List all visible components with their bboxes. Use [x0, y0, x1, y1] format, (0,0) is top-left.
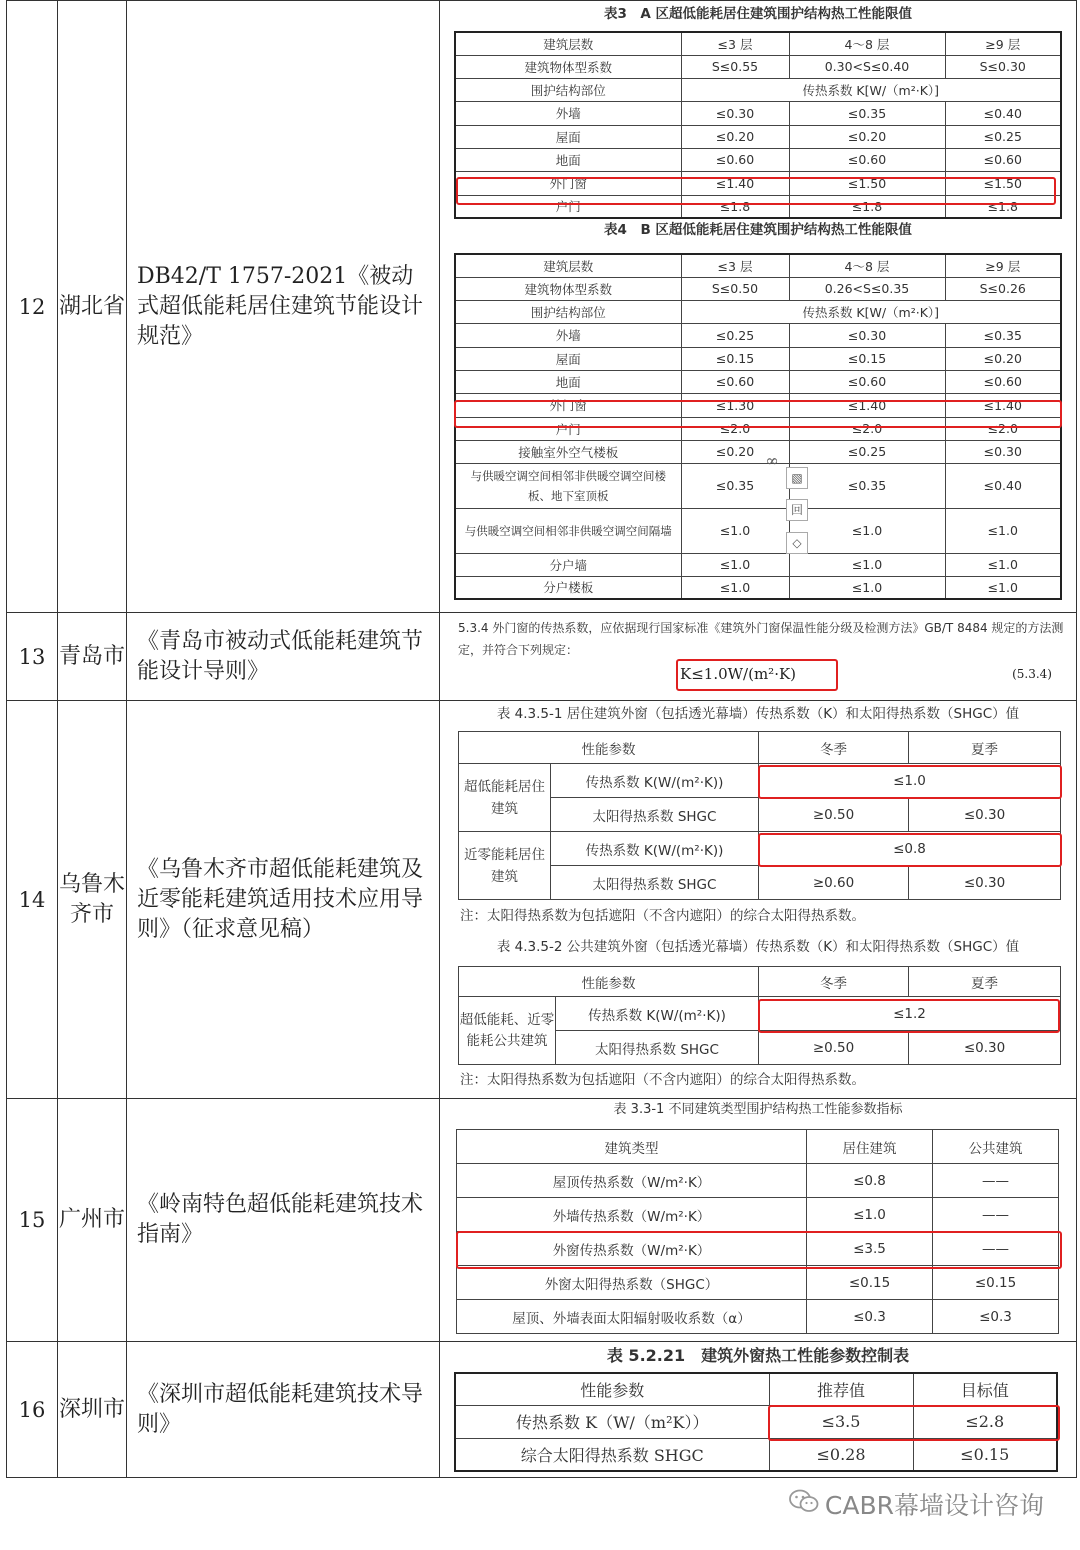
province-cell: 广州市: [58, 1099, 127, 1342]
table-cell: 外窗传热系数（W/m²·K）: [457, 1232, 807, 1266]
window-table-public: [458, 966, 1061, 1065]
table-cell: 屋顶、外墙表面太阳辐射吸收系数（α）: [457, 1300, 807, 1334]
table-cell: ≤0.20: [945, 347, 1061, 370]
table-cell: ≤0.20: [681, 440, 789, 463]
table-caption: 表 3.3-1 不同建筑类型围护结构热工性能参数指标: [613, 1102, 903, 1117]
table-cell: ≤1.40: [789, 393, 945, 417]
table-cell: ≤2.0: [789, 417, 945, 440]
table-cell: ≤1.2: [759, 997, 1061, 1031]
table-cell: 外门窗: [455, 171, 681, 195]
table-cell: 接触室外空气楼板: [455, 440, 681, 463]
table-cell: 分户楼板: [455, 576, 681, 599]
table-cell: 太阳得热系数 SHGC: [556, 1031, 759, 1065]
window-control-table: [454, 1372, 1058, 1472]
table-cell: ≤1.8: [789, 195, 945, 218]
table-cell: S≤0.26: [945, 277, 1061, 300]
province-cell: 乌鲁木齐市: [58, 701, 127, 1099]
table-note: 注：太阳得热系数为包括遮阳（不含内遮阳）的综合太阳得热系数。: [460, 1072, 865, 1088]
table-cell: ≥0.60: [759, 866, 909, 900]
footer-watermark: [789, 1486, 1044, 1522]
table-caption: 表 4.3.5-2 公共建筑外窗（包括透光幕墙）传热系数（K）和太阳得热系数（SHGC）值: [496, 939, 1020, 955]
table-cell: 传热系数 K（W/（m²K））: [455, 1405, 769, 1438]
document-title: 《深圳市超低能耗建筑技术导则》: [127, 1342, 440, 1478]
header-cell: 夏季: [909, 967, 1061, 997]
table-cell: 屋顶传热系数（W/m²·K）: [457, 1164, 807, 1198]
table-cell: 户门: [455, 195, 681, 218]
table-cell: 围护结构部位: [455, 78, 681, 101]
table-cell: ≤1.50: [789, 171, 945, 195]
table-cell: ≤0.35: [789, 101, 945, 125]
standard-excerpt: [440, 701, 1077, 1099]
table-cell: ≤0.30: [789, 323, 945, 347]
table-cell: 与供暖空调空间相邻非供暖空调空间楼板、地下室顶板: [455, 463, 681, 508]
table-cell: 综合太阳得热系数 SHGC: [455, 1438, 769, 1471]
table-cell: ≥0.50: [759, 1031, 909, 1065]
table-cell: 建筑物体型系数: [455, 277, 681, 300]
header-cell: 目标值: [913, 1373, 1057, 1405]
table-cell: ≤0.30: [909, 798, 1061, 832]
table-cell: ——: [933, 1164, 1059, 1198]
table-cell: ≤0.30: [909, 1031, 1061, 1065]
table-cell: 近零能耗居住建筑: [459, 832, 551, 900]
eraser-icon[interactable]: ◇: [786, 532, 808, 554]
standard-excerpt: [440, 1099, 1077, 1342]
table-cell: ≤1.50: [945, 171, 1061, 195]
table-cell: 传热系数 K[W/（m²·K）]: [681, 300, 1061, 323]
standard-excerpt: [440, 1, 1077, 613]
table-cell: ≤2.8: [913, 1405, 1057, 1438]
table-row: [7, 1342, 1077, 1478]
table-cell: ≤0.35: [681, 463, 789, 508]
table-cell: ≤0.30: [681, 101, 789, 125]
table-cell: ≤2.0: [681, 417, 789, 440]
table-cell: ≤0.8: [759, 832, 1061, 866]
table-cell: ≤0.15: [913, 1438, 1057, 1471]
header-cell: ≥9 层: [945, 254, 1061, 277]
table-cell: ≤0.15: [681, 347, 789, 370]
table-cell: 地面: [455, 148, 681, 171]
formula: K≤1.0W/(m²·K): [680, 665, 797, 683]
table-cell: 传热系数 K(W/(m²·K)): [556, 997, 759, 1031]
row-number: 12: [7, 1, 58, 613]
limits-table-a: [454, 31, 1062, 219]
wechat-icon: [789, 1488, 819, 1520]
header-cell: 夏季: [909, 732, 1061, 764]
table-cell: ≤0.3: [807, 1300, 933, 1334]
header-cell: 4～8 层: [789, 254, 945, 277]
table-cell: ≤1.0: [681, 576, 789, 599]
table-cell: ≤0.28: [769, 1438, 913, 1471]
table-cell: 屋面: [455, 125, 681, 148]
image-icon[interactable]: ▧: [786, 467, 808, 489]
table-cell: ≤0.60: [789, 148, 945, 171]
table-cell: 外墙: [455, 323, 681, 347]
table-cell: 地面: [455, 370, 681, 393]
table-cell: ≤0.60: [681, 148, 789, 171]
document-title: DB42/T 1757-2021《被动式超低能耗居住建筑节能设计规范》: [127, 1, 440, 613]
header-cell: 公共建筑: [933, 1130, 1059, 1164]
table-cell: ≤1.0: [789, 508, 945, 553]
clause-text: 5.3.4 外门窗的传热系数，应依据现行国家标准《建筑外门窗保温性能分级及检测方法》GB/T 8484 规定的方法测定，并符合下列规定：: [458, 621, 1064, 657]
table-cell: ≤0.30: [945, 440, 1061, 463]
table-cell: ≤1.40: [681, 171, 789, 195]
header-cell: 建筑层数: [455, 254, 681, 277]
table-cell: ≤0.15: [807, 1266, 933, 1300]
table-cell: 传热系数 K[W/（m²·K）]: [681, 78, 1061, 101]
table-cell: ≤0.8: [807, 1164, 933, 1198]
province-cell: 深圳市: [58, 1342, 127, 1478]
header-cell: 4～8 层: [789, 32, 945, 55]
table-cell: ≤2.0: [945, 417, 1061, 440]
table-cell: ≤0.60: [945, 148, 1061, 171]
table-cell: 外门窗: [455, 393, 681, 417]
envelope-table: [456, 1129, 1059, 1334]
window-table-residential: [458, 731, 1061, 900]
row-number: 14: [7, 701, 58, 1099]
table-cell: ≤1.0: [945, 553, 1061, 576]
standards-table: [6, 0, 1077, 1478]
table-cell: ≤1.40: [945, 393, 1061, 417]
table-cell: ≤0.3: [933, 1300, 1059, 1334]
table-cell: ≤0.15: [933, 1266, 1059, 1300]
table-cell: ≤3.5: [769, 1405, 913, 1438]
table-cell: ≤1.0: [789, 553, 945, 576]
table-cell: ≤0.60: [789, 370, 945, 393]
row-number: 15: [7, 1099, 58, 1342]
table-cell: ——: [933, 1198, 1059, 1232]
document-title: 《青岛市被动式低能耗建筑节能设计导则》: [127, 613, 440, 701]
document-title: 《岭南特色超低能耗建筑技术指南》: [127, 1099, 440, 1342]
table-cell: ≤0.15: [789, 347, 945, 370]
table-cell: ≤1.0: [759, 764, 1061, 798]
table-cell: ≤0.25: [681, 323, 789, 347]
table-row: [7, 701, 1077, 1099]
table-cell: ≤0.25: [789, 440, 945, 463]
table-cell: ≤0.20: [681, 125, 789, 148]
link-icon[interactable]: ∞: [765, 451, 779, 470]
table-cell: 传热系数 K(W/(m²·K)): [551, 832, 759, 866]
table-cell: ≤1.0: [807, 1198, 933, 1232]
province-cell: 青岛市: [58, 613, 127, 701]
header-cell: 冬季: [759, 732, 909, 764]
table-cell: 外窗太阳得热系数（SHGC）: [457, 1266, 807, 1300]
table-caption: 表 4.3.5-1 居住建筑外窗（包括透光幕墙）传热系数（K）和太阳得热系数（SHGC）值: [496, 706, 1020, 722]
table-cell: ≤1.0: [789, 576, 945, 599]
table-cell: 分户墙: [455, 553, 681, 576]
table-cell: ≤1.0: [945, 576, 1061, 599]
table-caption: 表3 A 区超低能耗居住建筑围护结构热工性能限值: [603, 6, 913, 22]
table-row: [7, 1099, 1077, 1342]
table-cell: ≤0.60: [945, 370, 1061, 393]
table-cell: 超低能耗居住建筑: [459, 764, 551, 832]
province-cell: 湖北省: [58, 1, 127, 613]
header-cell: 性能参数: [459, 967, 759, 997]
table-cell: ≤0.20: [789, 125, 945, 148]
table-cell: 外墙传热系数（W/m²·K）: [457, 1198, 807, 1232]
table-cell: ≤1.0: [681, 553, 789, 576]
table-cell: ≤0.40: [945, 101, 1061, 125]
table-cell: 与供暖空调空间相邻非供暖空调空间隔墙: [455, 508, 681, 553]
table-cell: ≤0.25: [945, 125, 1061, 148]
document-title: 《乌鲁木齐市超低能耗建筑及近零能耗建筑适用技术应用导则》（征求意见稿）: [127, 701, 440, 1099]
table-caption: 表 5.2.21 建筑外窗热工性能参数控制表: [606, 1346, 910, 1365]
table-cell: ≤0.35: [789, 463, 945, 508]
table-cell: ≥0.50: [759, 798, 909, 832]
table-row: [7, 613, 1077, 701]
table-cell: 建筑物体型系数: [455, 55, 681, 78]
table-cell: ≤0.60: [681, 370, 789, 393]
table-cell: 超低能耗、近零能耗公共建筑: [459, 997, 556, 1065]
table-caption: 表4 B 区超低能耗居住建筑围护结构热工性能限值: [604, 222, 912, 238]
table-note: 注：太阳得热系数为包括遮阳（不含内遮阳）的综合太阳得热系数。: [460, 908, 865, 924]
table-cell: 围护结构部位: [455, 300, 681, 323]
table-cell: 屋面: [455, 347, 681, 370]
table-cell: ≤3.5: [807, 1232, 933, 1266]
limits-table-b: [454, 253, 1062, 600]
row-number: 16: [7, 1342, 58, 1478]
table-cell: ≤1.0: [681, 508, 789, 553]
table-cell: ≤0.35: [945, 323, 1061, 347]
table-cell: 太阳得热系数 SHGC: [551, 798, 759, 832]
table-cell: 户门: [455, 417, 681, 440]
formula-number: (5.3.4): [1012, 667, 1052, 681]
table-cell: ≤1.30: [681, 393, 789, 417]
header-cell: 推荐值: [769, 1373, 913, 1405]
header-cell: 性能参数: [459, 732, 759, 764]
header-cell: 居住建筑: [807, 1130, 933, 1164]
table-cell: 外墙: [455, 101, 681, 125]
header-cell: ≥9 层: [945, 32, 1061, 55]
table-cell: ——: [933, 1232, 1059, 1266]
header-cell: ≤3 层: [681, 32, 789, 55]
table-cell: ≤1.8: [945, 195, 1061, 218]
header-cell: 建筑层数: [455, 32, 681, 55]
table-cell: 太阳得热系数 SHGC: [551, 866, 759, 900]
table-cell: S≤0.55: [681, 55, 789, 78]
header-cell: ≤3 层: [681, 254, 789, 277]
table-cell: 传热系数 K(W/(m²·K)): [551, 764, 759, 798]
table-cell: ≤1.8: [681, 195, 789, 218]
row-number: 13: [7, 613, 58, 701]
table-cell: ≤0.30: [909, 866, 1061, 900]
table-cell: 0.30<S≤0.40: [789, 55, 945, 78]
standard-excerpt: [440, 1342, 1077, 1478]
footer-text: CABR幕墙设计咨询: [824, 1491, 1044, 1520]
table-cell: ≤0.40: [945, 463, 1061, 508]
table-cell: 0.26<S≤0.35: [789, 277, 945, 300]
table-cell: S≤0.50: [681, 277, 789, 300]
grid-icon[interactable]: 回: [786, 499, 808, 521]
table-row: [7, 1, 1077, 613]
header-cell: 冬季: [759, 967, 909, 997]
header-cell: 建筑类型: [457, 1130, 807, 1164]
header-cell: 性能参数: [455, 1373, 769, 1405]
table-cell: ≤1.0: [945, 508, 1061, 553]
standard-excerpt: [440, 613, 1077, 701]
table-cell: S≤0.30: [945, 55, 1061, 78]
